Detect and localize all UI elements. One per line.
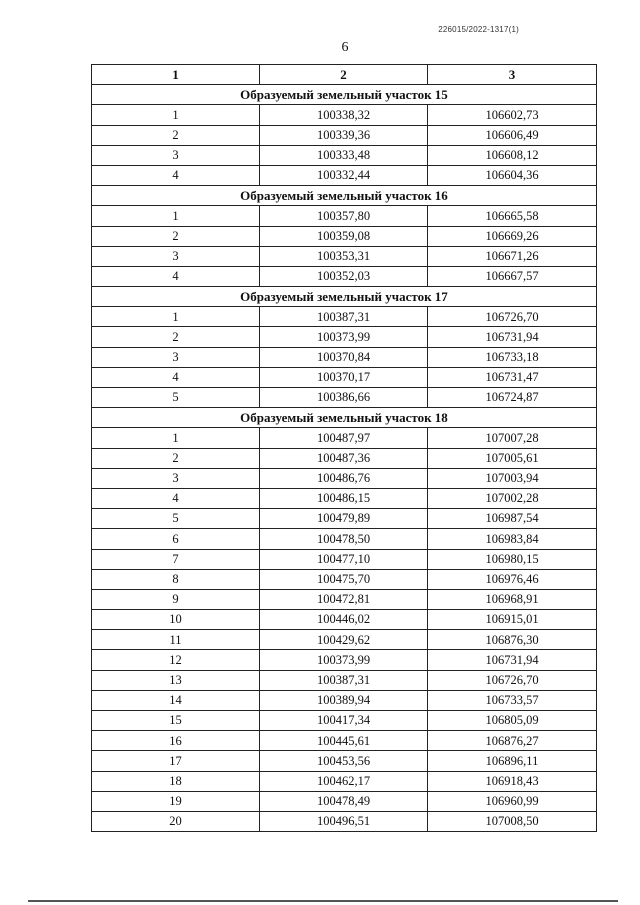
point-number-cell: 11	[92, 630, 260, 650]
y-coordinate-cell: 106733,57	[428, 690, 597, 710]
table-row	[92, 266, 597, 286]
y-coordinate-cell: 106731,47	[428, 367, 597, 387]
table-row	[92, 690, 597, 710]
x-coordinate-cell: 100496,51	[260, 811, 428, 831]
x-coordinate-cell: 100487,97	[260, 428, 428, 448]
x-coordinate-cell: 100373,99	[260, 650, 428, 670]
table-row	[92, 650, 597, 670]
page-number: 6	[341, 40, 349, 55]
table-row	[92, 347, 597, 367]
table-row	[92, 367, 597, 387]
x-coordinate-cell: 100353,31	[260, 246, 428, 266]
table-row	[92, 428, 597, 448]
y-coordinate-cell: 106896,11	[428, 751, 597, 771]
table-row	[92, 711, 597, 731]
point-number-cell: 1	[92, 105, 260, 125]
y-coordinate-cell: 106604,36	[428, 165, 597, 185]
point-number-cell: 3	[92, 468, 260, 488]
y-coordinate-cell: 106968,91	[428, 589, 597, 609]
y-coordinate-cell: 106731,94	[428, 327, 597, 347]
y-coordinate-cell: 107003,94	[428, 468, 597, 488]
header-col-3: 3	[428, 65, 597, 85]
x-coordinate-cell: 100359,08	[260, 226, 428, 246]
section-header-row	[92, 408, 597, 428]
table-row	[92, 488, 597, 508]
document-id: 226015/2022-1317(1)	[438, 25, 519, 34]
x-coordinate-cell: 100386,66	[260, 388, 428, 408]
table-row	[92, 751, 597, 771]
point-number-cell: 4	[92, 165, 260, 185]
y-coordinate-cell: 106606,49	[428, 125, 597, 145]
y-coordinate-cell: 106671,26	[428, 246, 597, 266]
table-row	[92, 468, 597, 488]
y-coordinate-cell: 106918,43	[428, 771, 597, 791]
x-coordinate-cell: 100357,80	[260, 206, 428, 226]
x-coordinate-cell: 100478,50	[260, 529, 428, 549]
point-number-cell: 9	[92, 589, 260, 609]
point-number-cell: 12	[92, 650, 260, 670]
y-coordinate-cell: 107008,50	[428, 811, 597, 831]
x-coordinate-cell: 100417,34	[260, 711, 428, 731]
y-coordinate-cell: 106665,58	[428, 206, 597, 226]
x-coordinate-cell: 100479,89	[260, 509, 428, 529]
x-coordinate-cell: 100373,99	[260, 327, 428, 347]
point-number-cell: 2	[92, 125, 260, 145]
point-number-cell: 7	[92, 549, 260, 569]
table-row	[92, 246, 597, 266]
y-coordinate-cell: 106876,30	[428, 630, 597, 650]
bottom-rule	[28, 900, 618, 902]
section-title: Образуемый земельный участок 15	[92, 85, 597, 105]
header-col-2: 2	[260, 65, 428, 85]
point-number-cell: 2	[92, 226, 260, 246]
table-row	[92, 448, 597, 468]
x-coordinate-cell: 100338,32	[260, 105, 428, 125]
x-coordinate-cell: 100475,70	[260, 569, 428, 589]
point-number-cell: 4	[92, 266, 260, 286]
point-number-cell: 6	[92, 529, 260, 549]
section-header-row	[92, 85, 597, 105]
point-number-cell: 8	[92, 569, 260, 589]
table-row	[92, 630, 597, 650]
y-coordinate-cell: 106724,87	[428, 388, 597, 408]
coordinates-table	[91, 64, 597, 832]
point-number-cell: 14	[92, 690, 260, 710]
y-coordinate-cell: 106726,70	[428, 670, 597, 690]
table-row	[92, 145, 597, 165]
section-title: Образуемый земельный участок 16	[92, 186, 597, 206]
x-coordinate-cell: 100387,31	[260, 307, 428, 327]
point-number-cell: 4	[92, 488, 260, 508]
point-number-cell: 15	[92, 711, 260, 731]
y-coordinate-cell: 106983,84	[428, 529, 597, 549]
table-row	[92, 771, 597, 791]
y-coordinate-cell: 106876,27	[428, 731, 597, 751]
y-coordinate-cell: 106976,46	[428, 569, 597, 589]
y-coordinate-cell: 106987,54	[428, 509, 597, 529]
x-coordinate-cell: 100370,17	[260, 367, 428, 387]
y-coordinate-cell: 106669,26	[428, 226, 597, 246]
table-row	[92, 105, 597, 125]
table-row	[92, 549, 597, 569]
section-header-row	[92, 186, 597, 206]
x-coordinate-cell: 100333,48	[260, 145, 428, 165]
table-row	[92, 327, 597, 347]
header-col-1: 1	[92, 65, 260, 85]
x-coordinate-cell: 100453,56	[260, 751, 428, 771]
table-row	[92, 791, 597, 811]
x-coordinate-cell: 100445,61	[260, 731, 428, 751]
point-number-cell: 13	[92, 670, 260, 690]
x-coordinate-cell: 100462,17	[260, 771, 428, 791]
table-row	[92, 610, 597, 630]
table-body	[92, 85, 597, 832]
x-coordinate-cell: 100446,02	[260, 610, 428, 630]
y-coordinate-cell: 107007,28	[428, 428, 597, 448]
point-number-cell: 4	[92, 367, 260, 387]
point-number-cell: 1	[92, 307, 260, 327]
point-number-cell: 19	[92, 791, 260, 811]
table-row	[92, 509, 597, 529]
x-coordinate-cell: 100477,10	[260, 549, 428, 569]
point-number-cell: 10	[92, 610, 260, 630]
y-coordinate-cell: 106726,70	[428, 307, 597, 327]
x-coordinate-cell: 100387,31	[260, 670, 428, 690]
section-title: Образуемый земельный участок 18	[92, 408, 597, 428]
table-row	[92, 569, 597, 589]
table-row	[92, 670, 597, 690]
y-coordinate-cell: 106960,99	[428, 791, 597, 811]
point-number-cell: 1	[92, 428, 260, 448]
table-row	[92, 529, 597, 549]
y-coordinate-cell: 106667,57	[428, 266, 597, 286]
point-number-cell: 1	[92, 206, 260, 226]
x-coordinate-cell: 100389,94	[260, 690, 428, 710]
point-number-cell: 3	[92, 347, 260, 367]
table-row	[92, 589, 597, 609]
y-coordinate-cell: 107002,28	[428, 488, 597, 508]
point-number-cell: 3	[92, 145, 260, 165]
x-coordinate-cell: 100339,36	[260, 125, 428, 145]
table-row	[92, 226, 597, 246]
point-number-cell: 2	[92, 327, 260, 347]
point-number-cell: 5	[92, 388, 260, 408]
y-coordinate-cell: 106805,09	[428, 711, 597, 731]
y-coordinate-cell: 106733,18	[428, 347, 597, 367]
table-row	[92, 165, 597, 185]
x-coordinate-cell: 100486,15	[260, 488, 428, 508]
point-number-cell: 17	[92, 751, 260, 771]
point-number-cell: 5	[92, 509, 260, 529]
x-coordinate-cell: 100472,81	[260, 589, 428, 609]
section-header-row	[92, 287, 597, 307]
x-coordinate-cell: 100370,84	[260, 347, 428, 367]
x-coordinate-cell: 100486,76	[260, 468, 428, 488]
table-row	[92, 206, 597, 226]
y-coordinate-cell: 106980,15	[428, 549, 597, 569]
table-row	[92, 307, 597, 327]
table-header	[92, 65, 597, 85]
x-coordinate-cell: 100487,36	[260, 448, 428, 468]
table-row	[92, 388, 597, 408]
point-number-cell: 16	[92, 731, 260, 751]
point-number-cell: 20	[92, 811, 260, 831]
y-coordinate-cell: 106608,12	[428, 145, 597, 165]
section-title: Образуемый земельный участок 17	[92, 287, 597, 307]
x-coordinate-cell: 100429,62	[260, 630, 428, 650]
table-row	[92, 125, 597, 145]
y-coordinate-cell: 107005,61	[428, 448, 597, 468]
y-coordinate-cell: 106915,01	[428, 610, 597, 630]
x-coordinate-cell: 100352,03	[260, 266, 428, 286]
point-number-cell: 3	[92, 246, 260, 266]
table-row	[92, 811, 597, 831]
point-number-cell: 2	[92, 448, 260, 468]
point-number-cell: 18	[92, 771, 260, 791]
x-coordinate-cell: 100332,44	[260, 165, 428, 185]
table-row	[92, 731, 597, 751]
x-coordinate-cell: 100478,49	[260, 791, 428, 811]
y-coordinate-cell: 106602,73	[428, 105, 597, 125]
y-coordinate-cell: 106731,94	[428, 650, 597, 670]
header-row	[92, 65, 597, 85]
